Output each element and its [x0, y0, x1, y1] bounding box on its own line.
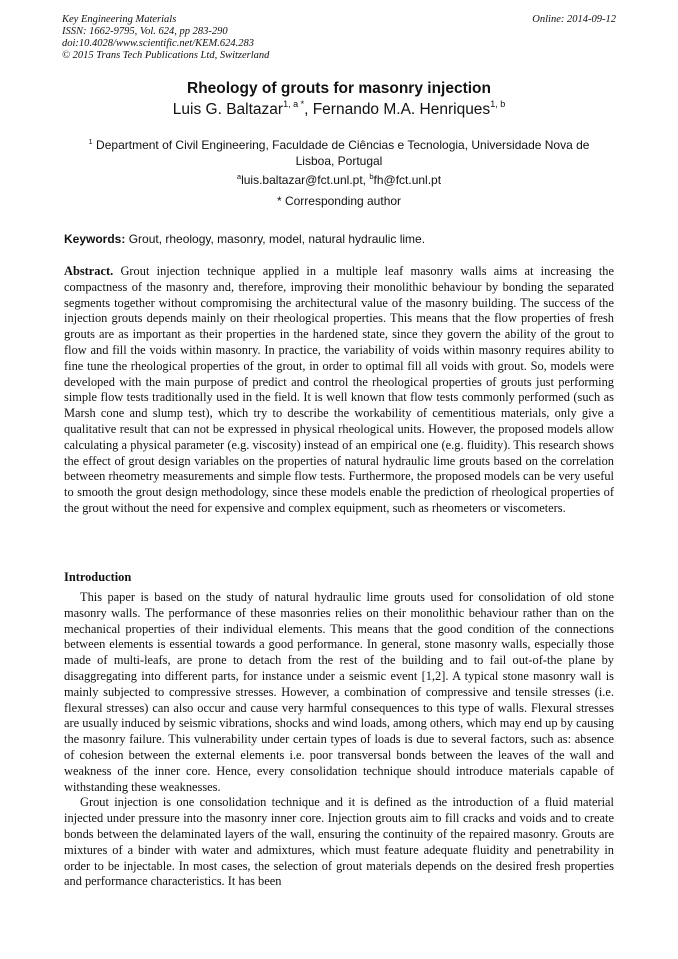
affiliation [70, 137, 608, 169]
author-name: Luis G. Baltazar [172, 101, 284, 118]
author-name: Fernando M.A. Henriques [312, 101, 491, 118]
email-marker: a [236, 172, 242, 181]
author-list [0, 101, 678, 119]
journal-name: Key Engineering Materials [62, 14, 177, 25]
paper-title: Rheology of grouts for masonry injection [187, 80, 491, 97]
section-heading-introduction: Introduction [64, 570, 132, 584]
abstract-text: Grout injection technique applied in a multiple leaf masonry walls aims at increasing the compactness of the masonry and, therefore, improving their monolithic behaviour by bonding the separated segments together without compromising the architectural value of the masonry building. The success of the injection grouts depends mainly on their rheological properties. This means that the flow properties of fresh grouts are as important as their properties in the hardened state, since they govern the ability of the grout to flow and fill the voids within masonry. In practice, the variability of voids within masonry requires ability to fine tune the rheological properties of the grout, in order to optimal fill all voids with grout. So, models were developed with the main purpose of predict and control the rheological properties of grouts just performing simple flow tests traditionally used in the field. It is well known that flow tests commonly performed (such as Marsh cone and slump test), which try to describe the workability of cementitious materials, only give a qualitative result that can not be expressed in physical rheological units. However, the proposed models allow calculating a physical parameter (e.g. viscosity) instead of an empirical one (e.g. fluidity). This research shows the effect of grout design variables on the properties of natural hydraulic lime grouts based on the correlation between rheometry measurements and simple flow tests. Furthermore, the proposed models can be very useful to smooth the grout design methodology, since these models enable the prediction of rheological properties of the grout without the need for expensive and complex equipment, such as rheometers or viscometers. [64, 264, 614, 515]
affiliation-text: Department of Civil Engineering, Faculdade de Ciências e Tecnologia, Universidade Nova de Lisboa, Portugal [92, 138, 590, 168]
copyright-line: © 2015 Trans Tech Publications Ltd, Switzerland [62, 50, 270, 61]
abstract [64, 264, 614, 517]
keywords-text: Grout, rheology, masonry, model, natural hydraulic lime. [125, 232, 426, 246]
corresponding-author-note: * Corresponding author [276, 194, 402, 208]
keywords-label: Keywords: [64, 232, 126, 246]
author-superscript: 1, a * [283, 99, 305, 109]
paragraph: This paper is based on the study of natural hydraulic lime grouts used for consolidation of old stone masonry walls. The performance of these masonries relies on their monolithic behaviour rather than on the mechanical properties of their individual elements. This means that the good condition of the connections between elements is essential towards a good performance. In general, stone masonry walls, especially those made of multi-leafs, are prone to detach from the rest of the building and to fail out-of-the plane by disaggregating into different parts, for instance under a seismic event [1,2]. A typical stone masonry wall is mainly subjected to compressive stresses. However, a combination of compressive and tensile stresses (i.e. flexural stresses) can also occur and cause very harmful consequences to this type of walls. Flexural stresses are usually induced by seismic vibrations, shocks and wind loads, among others, which may end up by causing the masonry failure. This vulnerability under certain types of loads is due to several factors, such as: absence of cohesion between the external elements i.e. poor transversal bonds between the leaves of the wall and weakness of the inner core. Hence, every consolidation technique should introduce materials capable of withstanding these weaknesses. [64, 590, 614, 794]
email-link[interactable]: fh@fct.unl.pt [373, 173, 442, 187]
email-marker: b [369, 172, 374, 181]
email-link[interactable]: luis.baltazar@fct.unl.pt, [241, 173, 370, 187]
author-superscript: 1, b [490, 99, 506, 109]
author-emails [0, 173, 678, 187]
keywords [64, 232, 614, 246]
author-separator: , [304, 101, 313, 118]
introduction-body [64, 590, 614, 890]
affiliation-marker: 1 [88, 137, 93, 146]
journal-header [62, 14, 616, 62]
doi-line: doi:10.4028/www.scientific.net/KEM.624.283 [62, 38, 254, 49]
paragraph: Grout injection is one consolidation technique and it is defined as the introduction of a fluid material injected under pressure into the masonry inner core. Injection grouts aim to fill cracks and voids and to create bonds between the delaminated layers of the wall, ensuring the continuity of the repaired masonry. Grouts are mixtures of a binder with water and admixtures, which must feature adequate fluidity and penetrability in order to be injectable. In most cases, the selection of grout materials depends on the desired fresh properties and performance characteristics. It has been [64, 795, 614, 889]
issn-line: ISSN: 1662-9795, Vol. 624, pp 283-290 [62, 26, 228, 37]
online-date: Online: 2014-09-12 [532, 14, 616, 25]
abstract-label: Abstract. [64, 264, 114, 278]
